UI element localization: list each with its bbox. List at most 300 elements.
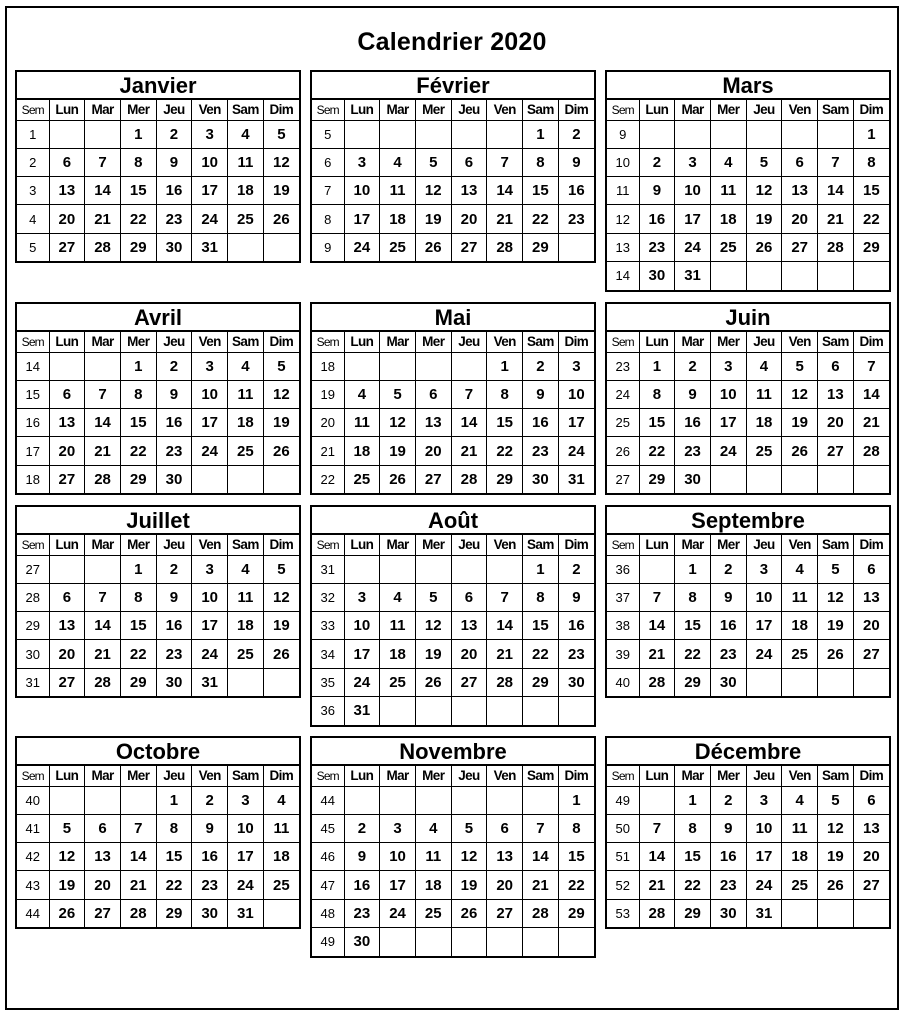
week-row [312,177,594,205]
weekday-header: Sam [523,535,559,555]
day-cell: 9 [156,380,192,408]
day-cell [853,261,889,289]
day-cell: 21 [639,640,675,668]
day-cell: 13 [49,612,85,640]
week-row [607,148,889,176]
day-cell: 2 [156,352,192,380]
day-cell: 29 [675,899,711,927]
day-cell: 6 [853,555,889,583]
day-cell: 30 [156,465,192,493]
day-cell [415,555,451,583]
day-cell: 9 [675,380,711,408]
week-number-cell: 52 [607,871,639,899]
day-cell: 16 [523,409,559,437]
weekday-header: Dim [558,100,594,120]
day-cell: 9 [192,814,228,842]
day-cell: 29 [639,465,675,493]
weekday-header-row [607,535,889,555]
day-cell [818,899,854,927]
day-cell: 27 [49,233,85,261]
week-number-cell: 48 [312,899,344,927]
day-cell: 18 [228,177,264,205]
day-cell: 13 [451,177,487,205]
day-cell: 21 [487,205,523,233]
day-cell: 20 [451,205,487,233]
day-cell: 25 [228,640,264,668]
day-cell: 13 [85,843,121,871]
day-cell: 5 [746,148,782,176]
month-table [607,766,889,927]
week-row [17,583,299,611]
week-number-header: Sem [607,100,639,120]
week-number-cell: 14 [17,352,49,380]
month-block [605,70,891,292]
week-number-header: Sem [607,766,639,786]
weekday-header: Mar [675,766,711,786]
day-cell: 19 [263,409,299,437]
day-cell: 13 [451,612,487,640]
month-block [15,70,301,263]
month-table [312,535,594,725]
day-cell: 18 [380,640,416,668]
day-cell: 24 [228,871,264,899]
day-cell: 18 [710,205,746,233]
week-row [312,465,594,493]
day-cell: 30 [675,465,711,493]
day-cell [85,120,121,148]
day-cell [487,786,523,814]
day-cell: 20 [49,205,85,233]
day-cell: 8 [853,148,889,176]
day-cell: 10 [380,843,416,871]
day-cell: 6 [818,352,854,380]
day-cell: 4 [380,148,416,176]
week-row [312,843,594,871]
week-row [312,409,594,437]
day-cell [487,696,523,724]
day-cell: 3 [558,352,594,380]
day-cell: 1 [558,786,594,814]
week-number-cell: 15 [17,380,49,408]
day-cell: 26 [263,205,299,233]
day-cell: 7 [120,814,156,842]
week-row [17,871,299,899]
day-cell: 7 [85,148,121,176]
day-cell: 30 [710,668,746,696]
weekday-header: Mer [710,332,746,352]
day-cell: 15 [853,177,889,205]
weekday-header: Ven [487,332,523,352]
day-cell: 17 [746,612,782,640]
week-number-cell: 5 [17,233,49,261]
day-cell: 1 [120,555,156,583]
day-cell [451,696,487,724]
month-block [605,505,891,698]
week-number-cell: 22 [312,465,344,493]
weekday-header: Mar [675,100,711,120]
month-title: Décembre [607,738,889,766]
day-cell: 11 [782,814,818,842]
day-cell: 26 [380,465,416,493]
day-cell: 12 [263,583,299,611]
day-cell: 14 [120,843,156,871]
day-cell: 16 [710,612,746,640]
month-title: Septembre [607,507,889,535]
weekday-header: Sam [818,332,854,352]
day-cell: 16 [710,843,746,871]
week-row [607,380,889,408]
day-cell: 20 [451,640,487,668]
day-cell: 21 [451,437,487,465]
day-cell: 11 [415,843,451,871]
day-cell [523,696,559,724]
week-row [17,640,299,668]
week-number-cell: 16 [17,409,49,437]
day-cell: 15 [487,409,523,437]
week-row [607,612,889,640]
day-cell: 13 [818,380,854,408]
day-cell: 23 [675,437,711,465]
day-cell: 21 [120,871,156,899]
week-row [607,120,889,148]
day-cell: 12 [415,612,451,640]
day-cell [451,120,487,148]
weekday-header-row [607,100,889,120]
weekday-header: Lun [344,766,380,786]
day-cell: 31 [192,668,228,696]
day-cell: 23 [639,233,675,261]
week-number-cell: 36 [607,555,639,583]
weekday-header: Jeu [451,332,487,352]
day-cell: 1 [120,352,156,380]
day-cell: 7 [85,583,121,611]
day-cell: 1 [675,786,711,814]
week-number-cell: 23 [607,352,639,380]
day-cell: 24 [192,437,228,465]
day-cell [853,899,889,927]
day-cell: 30 [156,233,192,261]
weekday-header-row [312,100,594,120]
week-number-header: Sem [17,535,49,555]
weekday-header: Dim [853,766,889,786]
day-cell: 19 [451,871,487,899]
day-cell: 19 [818,843,854,871]
week-row [17,437,299,465]
day-cell: 4 [746,352,782,380]
day-cell: 2 [710,555,746,583]
day-cell: 26 [415,668,451,696]
week-number-cell: 13 [607,233,639,261]
week-row [607,640,889,668]
weekday-header: Lun [49,100,85,120]
day-cell: 2 [156,120,192,148]
weekday-header: Lun [49,332,85,352]
day-cell [782,120,818,148]
weekday-header: Lun [344,100,380,120]
day-cell: 21 [85,205,121,233]
day-cell: 10 [192,583,228,611]
weekday-header-row [312,766,594,786]
weekday-header: Sam [523,100,559,120]
day-cell: 2 [675,352,711,380]
week-number-cell: 30 [17,640,49,668]
day-cell [782,668,818,696]
week-row [312,899,594,927]
weekday-header: Mer [120,332,156,352]
day-cell [782,465,818,493]
day-cell: 14 [818,177,854,205]
week-number-header: Sem [607,332,639,352]
month-table [312,100,594,261]
day-cell: 17 [558,409,594,437]
week-row [17,177,299,205]
day-cell: 27 [782,233,818,261]
day-cell: 15 [120,177,156,205]
weekday-header: Ven [192,535,228,555]
day-cell: 19 [782,409,818,437]
weekday-header: Ven [487,535,523,555]
day-cell [263,668,299,696]
week-row [607,668,889,696]
month-title: Mai [312,304,594,332]
week-row [312,205,594,233]
day-cell: 19 [818,612,854,640]
day-cell: 25 [415,899,451,927]
weekday-header: Mer [710,766,746,786]
day-cell [710,465,746,493]
day-cell [49,555,85,583]
day-cell [782,899,818,927]
weekday-header: Dim [263,100,299,120]
weekday-header-row [312,535,594,555]
weekday-header: Mer [415,332,451,352]
day-cell: 22 [523,640,559,668]
day-cell: 1 [639,352,675,380]
day-cell: 3 [675,148,711,176]
day-cell: 22 [523,205,559,233]
week-number-header: Sem [312,535,344,555]
month-block [310,505,596,727]
weekday-header: Dim [263,535,299,555]
day-cell: 16 [639,205,675,233]
day-cell: 7 [85,380,121,408]
weekday-header: Sam [523,332,559,352]
week-number-cell: 35 [312,668,344,696]
day-cell: 8 [675,814,711,842]
day-cell: 17 [192,409,228,437]
weekday-header-row [17,332,299,352]
month-table [17,332,299,493]
day-cell: 29 [120,668,156,696]
day-cell [344,352,380,380]
day-cell: 5 [818,786,854,814]
day-cell: 7 [487,148,523,176]
day-cell [639,555,675,583]
day-cell: 11 [263,814,299,842]
day-cell: 11 [380,177,416,205]
week-row [607,409,889,437]
day-cell: 28 [639,899,675,927]
day-cell: 24 [380,899,416,927]
week-number-cell: 3 [17,177,49,205]
day-cell: 28 [85,668,121,696]
day-cell: 17 [344,640,380,668]
day-cell: 30 [344,927,380,955]
day-cell [746,465,782,493]
week-row [17,555,299,583]
day-cell [415,120,451,148]
weekday-header-row [17,100,299,120]
week-number-cell: 27 [607,465,639,493]
weekday-header: Mar [380,100,416,120]
week-number-cell: 7 [312,177,344,205]
day-cell: 5 [263,555,299,583]
day-cell: 20 [853,612,889,640]
week-number-header: Sem [17,766,49,786]
month-table [17,766,299,927]
day-cell [228,668,264,696]
day-cell: 28 [487,233,523,261]
day-cell: 3 [344,148,380,176]
day-cell: 24 [344,233,380,261]
day-cell: 11 [228,148,264,176]
week-row [17,465,299,493]
day-cell [746,668,782,696]
day-cell: 22 [120,640,156,668]
day-cell [746,261,782,289]
week-number-cell: 11 [607,177,639,205]
day-cell: 5 [818,555,854,583]
day-cell: 20 [818,409,854,437]
day-cell: 14 [853,380,889,408]
day-cell: 1 [487,352,523,380]
day-cell: 10 [344,177,380,205]
day-cell: 28 [853,437,889,465]
day-cell: 28 [523,899,559,927]
day-cell: 23 [710,640,746,668]
day-cell: 10 [710,380,746,408]
day-cell: 5 [451,814,487,842]
day-cell: 26 [818,640,854,668]
week-row [17,409,299,437]
day-cell: 10 [228,814,264,842]
day-cell: 11 [228,380,264,408]
day-cell [85,352,121,380]
week-number-cell: 8 [312,205,344,233]
day-cell [380,927,416,955]
weekday-header: Dim [853,100,889,120]
week-number-cell: 21 [312,437,344,465]
day-cell: 3 [192,120,228,148]
day-cell: 3 [192,352,228,380]
day-cell: 6 [85,814,121,842]
week-row [607,583,889,611]
day-cell: 22 [487,437,523,465]
day-cell: 8 [639,380,675,408]
week-row [312,555,594,583]
month-title: Octobre [17,738,299,766]
day-cell: 31 [192,233,228,261]
weekday-header: Jeu [451,766,487,786]
weekday-header: Mer [120,100,156,120]
day-cell: 28 [451,465,487,493]
day-cell: 2 [558,120,594,148]
week-row [17,205,299,233]
week-number-cell: 33 [312,612,344,640]
weekday-header: Jeu [451,100,487,120]
day-cell [818,668,854,696]
day-cell: 30 [156,668,192,696]
day-cell: 13 [782,177,818,205]
day-cell: 10 [192,148,228,176]
weekday-header: Mer [120,766,156,786]
day-cell: 17 [192,177,228,205]
month-table [312,332,594,493]
month-block [310,302,596,495]
day-cell: 30 [710,899,746,927]
day-cell [344,120,380,148]
week-number-cell: 34 [312,640,344,668]
week-row [607,871,889,899]
day-cell: 4 [228,555,264,583]
day-cell [451,786,487,814]
day-cell: 4 [415,814,451,842]
day-cell: 30 [558,668,594,696]
weekday-header: Jeu [156,766,192,786]
day-cell: 14 [639,612,675,640]
day-cell: 4 [782,786,818,814]
day-cell: 21 [85,640,121,668]
weekday-header: Mer [120,535,156,555]
day-cell: 4 [228,352,264,380]
day-cell [263,465,299,493]
weekday-header: Ven [782,332,818,352]
day-cell: 13 [487,843,523,871]
day-cell: 21 [523,871,559,899]
day-cell: 23 [523,437,559,465]
day-cell: 1 [523,120,559,148]
day-cell: 18 [263,843,299,871]
weekday-header: Dim [263,766,299,786]
week-number-cell: 1 [17,120,49,148]
week-number-cell: 53 [607,899,639,927]
week-row [312,814,594,842]
day-cell [818,120,854,148]
day-cell [263,233,299,261]
weekday-header: Dim [263,332,299,352]
week-number-cell: 36 [312,696,344,724]
day-cell [228,465,264,493]
day-cell: 19 [746,205,782,233]
week-row [312,871,594,899]
day-cell: 19 [263,177,299,205]
day-cell: 16 [156,409,192,437]
day-cell [558,927,594,955]
week-number-cell: 19 [312,380,344,408]
day-cell: 21 [85,437,121,465]
day-cell: 21 [639,871,675,899]
day-cell: 4 [228,120,264,148]
week-number-cell: 9 [607,120,639,148]
week-row [17,814,299,842]
week-number-cell: 38 [607,612,639,640]
day-cell: 28 [818,233,854,261]
day-cell: 25 [746,437,782,465]
day-cell: 15 [523,177,559,205]
week-row [607,233,889,261]
weekday-header: Lun [344,332,380,352]
weekday-header: Jeu [746,535,782,555]
